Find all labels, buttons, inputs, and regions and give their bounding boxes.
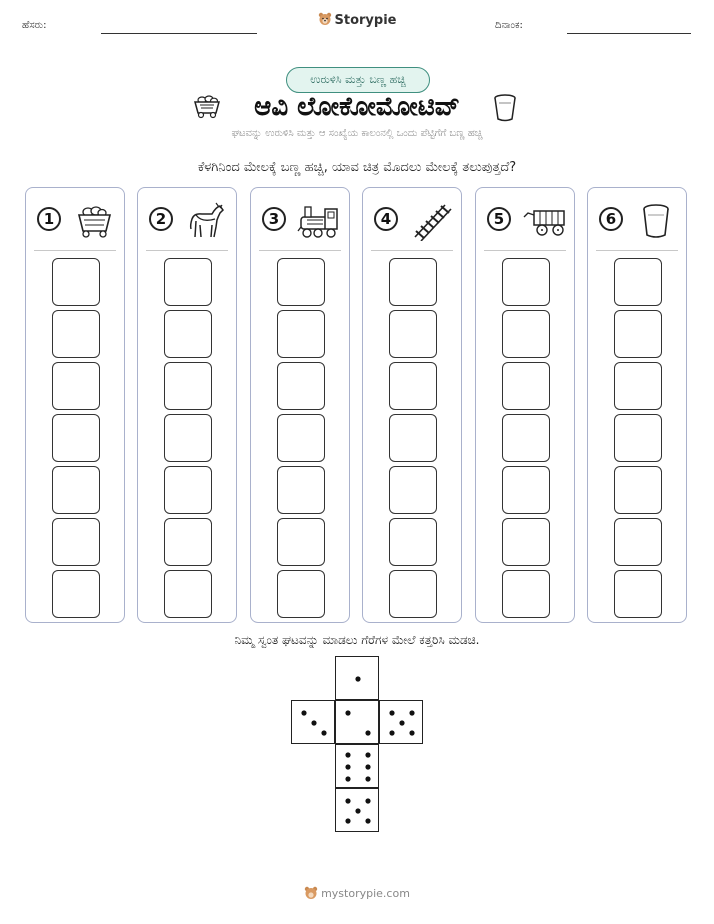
color-box[interactable] [502,570,550,618]
color-box[interactable] [389,570,437,618]
railway-track-icon [407,201,455,241]
column-number: 6 [599,207,623,231]
color-box[interactable] [277,362,325,410]
horse-icon [182,201,230,241]
color-box[interactable] [164,310,212,358]
column-number: 4 [374,207,398,231]
color-box[interactable] [614,310,662,358]
color-box[interactable] [52,310,100,358]
color-box[interactable] [389,310,437,358]
footer-url [0,886,714,900]
color-box[interactable] [502,518,550,566]
color-box[interactable] [614,258,662,306]
color-box[interactable] [52,414,100,462]
color-box[interactable] [614,466,662,514]
color-box[interactable] [164,362,212,410]
die-face-3 [291,700,335,744]
color-box[interactable] [502,362,550,410]
color-box[interactable] [502,414,550,462]
column-number: 2 [149,207,173,231]
column-number: 3 [262,207,286,231]
column-number: 5 [487,207,511,231]
die-face-5 [379,700,423,744]
bucket-icon [632,201,680,241]
color-box[interactable] [52,466,100,514]
color-box[interactable] [389,466,437,514]
color-box[interactable] [614,570,662,618]
page-title: ಆವಿ ಲೋಕೋಮೋಟಿವ್ [254,92,460,122]
activity-badge: ಉರುಳಿಸಿ ಮತ್ತು ಬಣ್ಣ ಹಚ್ಚಿ [286,67,430,93]
color-box[interactable] [277,570,325,618]
brand-logo [0,12,714,28]
date-label: ದಿನಾಂಕ: [495,20,523,31]
column-divider [34,250,116,251]
die-face-5 [335,788,379,832]
name-label: ಹೆಸರು: [22,20,47,31]
color-box[interactable] [614,362,662,410]
column-6 [587,187,687,623]
die-instruction: ನಿಮ್ಮ ಸ್ವಂತ ಘಟವನ್ನು ಮಾಡಲು ಗೆರೆಗಳ ಮೇಲೆ ಕತ್ತರಿಸಿ ಮಡಚಿ. [234,633,480,647]
color-box[interactable] [389,518,437,566]
color-box[interactable] [164,258,212,306]
date-line [567,33,691,34]
column-divider [259,250,341,251]
color-box[interactable] [164,570,212,618]
footer-text: mystorypie.com [321,887,410,900]
column-4 [362,187,462,623]
color-box[interactable] [502,310,550,358]
column-5 [475,187,575,623]
die-face-6 [335,744,379,788]
color-box[interactable] [52,518,100,566]
column-1 [25,187,125,623]
color-box[interactable] [389,362,437,410]
bear-icon [318,12,332,26]
name-line [101,33,257,34]
color-box[interactable] [52,258,100,306]
wagon-icon [520,201,568,241]
brand-name: Storypie [334,13,397,28]
die-face-2 [335,700,379,744]
color-box[interactable] [502,466,550,514]
subtitle: ಘಟವನ್ನು ಉರುಳಿಸಿ ಮತ್ತು ಆ ಸಂಖ್ಯೆಯ ಕಾಲಂನಲ್ಲಿ ಒಂದು ಪೆಟ್ಟಿಗೆಗೆ ಬಣ್ಣ ಹಚ್ಚಿ [231,128,483,139]
color-box[interactable] [277,258,325,306]
column-3 [250,187,350,623]
color-box[interactable] [389,414,437,462]
color-box[interactable] [389,258,437,306]
column-divider [596,250,678,251]
coal-cart-icon [70,201,118,241]
color-box[interactable] [277,310,325,358]
color-box[interactable] [277,414,325,462]
color-box[interactable] [164,466,212,514]
column-divider [371,250,453,251]
column-divider [484,250,566,251]
color-box[interactable] [52,362,100,410]
bear-icon [304,886,318,900]
color-box[interactable] [614,518,662,566]
column-2 [137,187,237,623]
color-box[interactable] [164,414,212,462]
color-box[interactable] [277,518,325,566]
color-box[interactable] [52,570,100,618]
steam-locomotive-icon [295,201,343,241]
color-box[interactable] [164,518,212,566]
question-text: ಕೆಳಗಿನಿಂದ ಮೇಲಕ್ಕೆ ಬಣ್ಣ ಹಚ್ಚಿ, ಯಾವ ಚಿತ್ರ ಮೊದಲು ಮೇಲಕ್ಕೆ ತಲುಪುತ್ತದೆ? [197,160,517,175]
bucket-icon [492,93,518,123]
color-box[interactable] [502,258,550,306]
column-number: 1 [37,207,61,231]
color-box[interactable] [614,414,662,462]
die-face-1 [335,656,379,700]
column-divider [146,250,228,251]
color-box[interactable] [277,466,325,514]
